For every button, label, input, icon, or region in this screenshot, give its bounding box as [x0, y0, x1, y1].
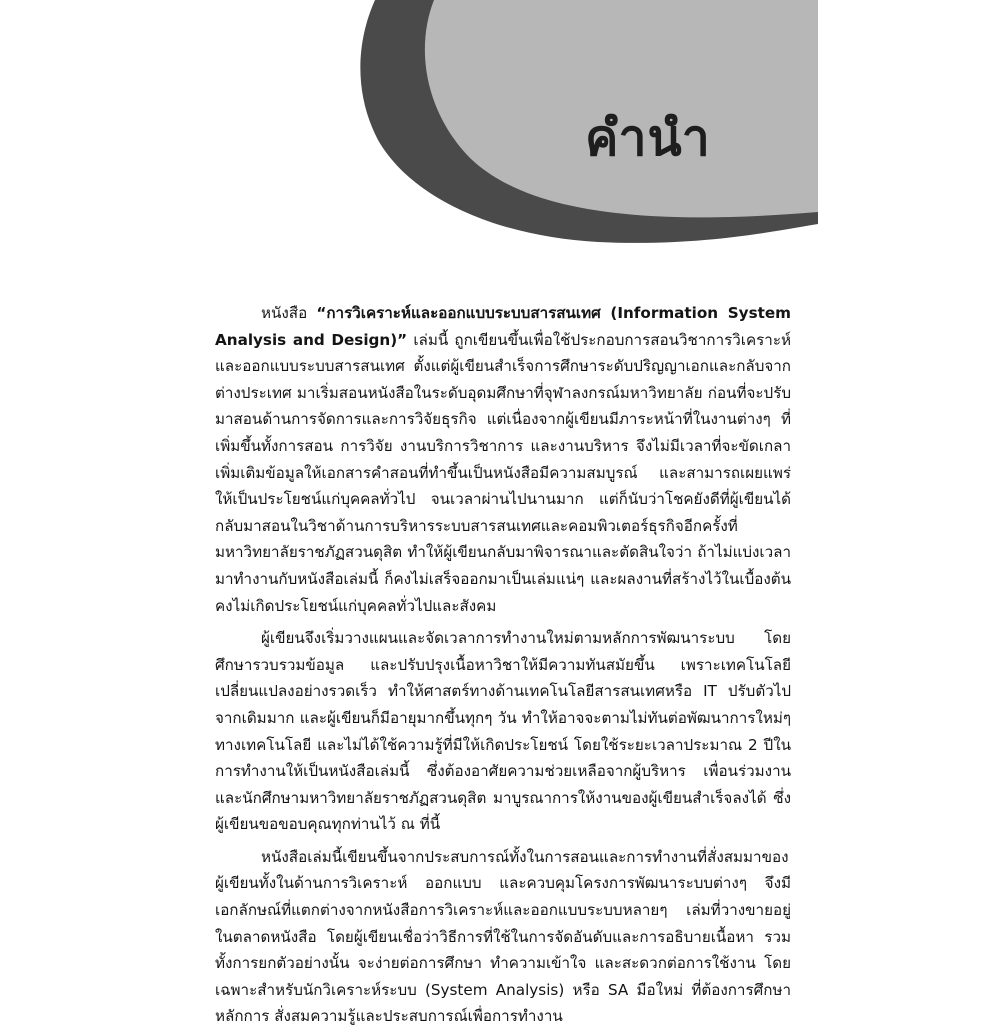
page-title: คำนำ [585, 109, 711, 167]
paragraph-3-text: หนังสือเล่มนี้เขียนขึ้นจากประสบการณ์ทั้งในการสอนและการทำงานที่สั่งสมมาของผู้เขียนทั้งในด้านการวิเคราะห์ ออกแบบ และควบคุมโครงการพัฒนาระบบต่างๆ จึงมีเอกลักษณ์ที่แตกต่างจากหนังสือการวิเคราะห์และออกแบบระบบหลายๆ เล่มที่วางขายอยู่ในตลาดหนังสือ โดยผู้เขียนเชื่อว่าวิธีการที่ใช้ในการจัดอันดับและการอธิบายเนื้อหา รวมทั้งการยกตัวอย่างนั้น จะง่ายต่อการศึกษา ทำความเข้าใจ และสะดวกต่อการใช้งาน โดยเฉพาะสำหรับนักวิเคราะห์ระบบ (System Analysis) หรือ SA มือใหม่ ที่ต้องการศึกษาหลักการ สั่งสมความรู้และประสบการณ์เพื่อการทำงาน [215, 847, 791, 1026]
paragraph-2-text: ผู้เขียนจึงเริ่มวางแผนและจัดเวลาการทำงานใหม่ตามหลักการพัฒนาระบบ โดยศึกษารวบรวมข้อมูล และปรับปรุงเนื้อหาวิชาให้มีความทันสมัยขึ้น เพราะเทคโนโลยีเปลี่ยนแปลงอย่างรวดเร็ว ทำให้ศาสตร์ทางด้านเทคโนโลยีสารสนเทศหรือ IT ปรับตัวไปจากเดิมมาก และผู้เขียนก็มีอายุมากขึ้นทุกๆ วัน ทำให้อาจจะตามไม่ทันต่อพัฒนาการใหม่ๆ ทางเทคโนโลยี และไม่ได้ใช้ความรู้ที่มีให้เกิดประโยชน์ โดยใช้ระยะเวลาประมาณ 2 ปีในการทำงานให้เป็นหนังสือเล่มนี้ ซึ่งต้องอาศัยความช่วยเหลือจากผู้บริหาร เพื่อนร่วมงาน และนักศึกษามหาวิทยาลัยราชภัฏสวนดุสิต มาบูรณาการให้งานของผู้เขียนสำเร็จลงได้ ซึ่งผู้เขียนขอขอบคุณทุกท่านไว้ ณ ที่นี้ [215, 629, 791, 834]
book-title-emphasis: “การวิเคราะห์และออกแบบระบบสารสนเทศ (Information System Analysis and Design)” [215, 304, 792, 349]
header-arc-graphic [0, 0, 1000, 300]
paragraph-1-text: เล่มนี้ ถูกเขียนขึ้นเพื่อใช้ประกอบการสอนวิชาการวิเคราะห์และออกแบบระบบสารสนเทศ ตั้งแต่ผู้เขียนสำเร็จการศึกษาระดับปริญญาเอกและกลับจากต่างประเทศ มาเริ่มสอนหนังสือในระดับอุดมศึกษาที่จุฬาลงกรณ์มหาวิทยาลัย ก่อนที่จะปรับมาสอนด้านการจัดการและการวิจัยธุรกิจ แต่เนื่องจากผู้เขียนมีภาระหน้าที่ในงานต่างๆ ที่เพิ่มขึ้นทั้งการสอน การวิจัย งานบริการวิชาการ และงานบริหาร จึงไม่มีเวลาที่จะขัดเกลาเพิ่มเติมข้อมูลให้เอกสารคำสอนที่ทำขึ้นเป็นหนังสือมีความสมบูรณ์ และสามารถเผยแพร่ให้เป็นประโยชน์แก่บุคคลทั่วไป จนเวลาผ่านไปนานมาก แต่ก็นับว่าโชคยังดีที่ผู้เขียนได้กลับมาสอนในวิชาด้านการบริหารระบบสารสนเทศและคอมพิวเตอร์ธุรกิจอีกครั้งที่มหาวิทยาลัยราชภัฏสวนดุสิต ทำให้ผู้เขียนกลับมาพิจารณาและตัดสินใจว่า ถ้าไม่แบ่งเวลามาทำงานกับหนังสือเล่มนี้ ก็คงไม่เสร็จออกมาเป็นเล่มแน่ๆ และผลงานที่สร้างไว้ในเบื้องต้นคงไม่เกิดประโยชน์แก่บุคคลทั่วไปและสังคม [215, 330, 791, 615]
body-text [215, 300, 791, 1036]
paragraph-3 [215, 844, 791, 1030]
paragraph-1-lead: หนังสือ [261, 304, 317, 322]
paragraph-1 [215, 300, 791, 619]
paragraph-2 [215, 625, 791, 838]
